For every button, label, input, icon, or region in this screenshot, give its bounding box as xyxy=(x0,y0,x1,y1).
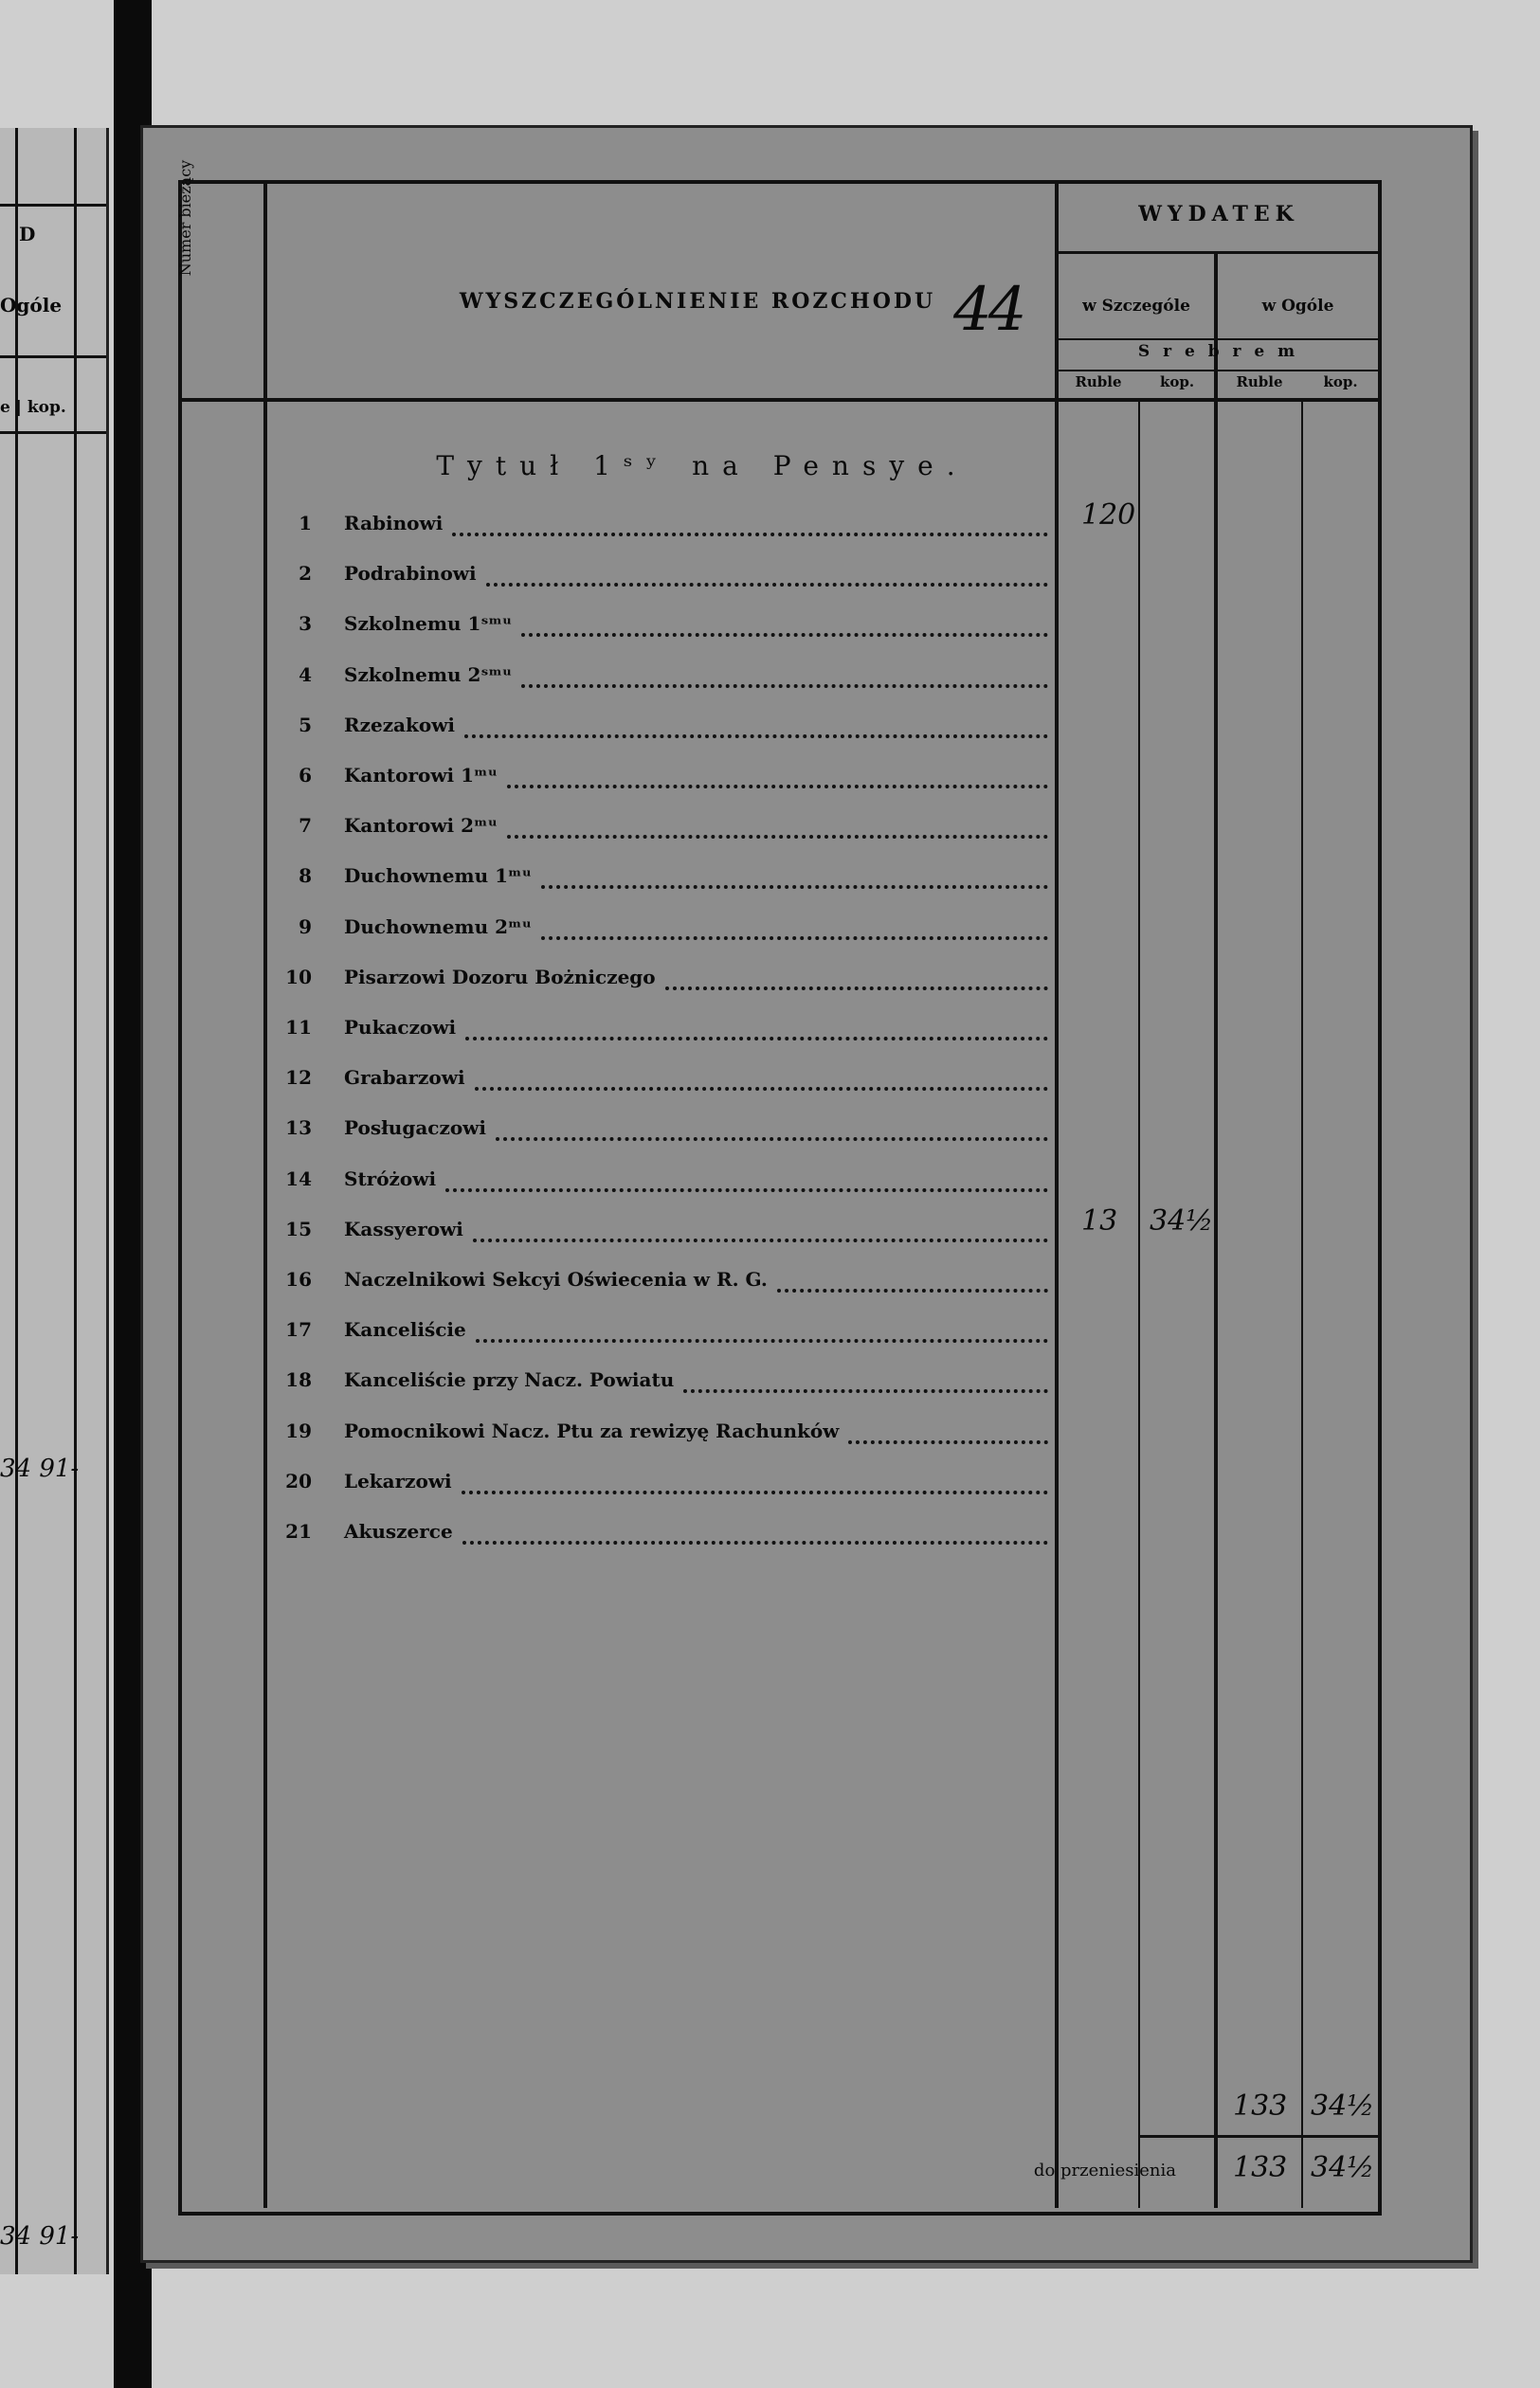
leader-dots xyxy=(777,1270,1048,1293)
row-label: Rabinowi xyxy=(344,512,444,534)
leader-dots xyxy=(473,1220,1048,1242)
header-rule xyxy=(1055,338,1378,340)
ledger-row xyxy=(143,1258,1375,1306)
left-page-value: 34 91- xyxy=(0,2222,80,2251)
row-number: 12 xyxy=(285,1066,312,1090)
leader-dots xyxy=(452,514,1048,536)
row-label: Duchownemu 2ᵐᵘ xyxy=(344,914,532,938)
row-number: 18 xyxy=(285,1368,312,1392)
row-label: Lekarzowi xyxy=(344,1469,452,1492)
ledger-row xyxy=(143,1511,1375,1558)
leader-dots xyxy=(486,564,1048,587)
ledger-row xyxy=(143,1410,1375,1457)
row-label: Kanceliście przy Nacz. Powiatu xyxy=(344,1368,675,1392)
row-label: Posługaczowi xyxy=(344,1116,486,1140)
leader-dots xyxy=(445,1169,1048,1192)
leader-dots xyxy=(475,1068,1048,1091)
ledger-row xyxy=(143,552,1375,600)
ledger-row xyxy=(143,1006,1375,1054)
row-label: Podrabinowi xyxy=(344,562,477,586)
w-szczegole-header: w Szczególe xyxy=(1082,297,1190,316)
row-label: Szkolnemu 1ˢᵐᵘ xyxy=(344,612,513,636)
row-ruble-value: 13 xyxy=(1081,1203,1118,1238)
ledger-row xyxy=(143,906,1375,953)
row-label: Kassyerowi xyxy=(344,1217,463,1240)
ledger-row xyxy=(143,498,1375,550)
ledger-row xyxy=(143,754,1375,802)
leader-dots xyxy=(541,917,1048,940)
row-number: 20 xyxy=(285,1469,312,1492)
ledger-row xyxy=(143,1460,1375,1508)
ledger-row xyxy=(143,1107,1375,1154)
ledger-row xyxy=(143,704,1375,751)
ruble-header: Ruble xyxy=(1236,373,1283,390)
row-number: 8 xyxy=(299,864,312,888)
ledger-page xyxy=(140,125,1473,2263)
ledger-row xyxy=(143,1309,1375,1356)
row-number: 17 xyxy=(285,1318,312,1342)
row-number: 13 xyxy=(285,1116,312,1140)
leader-dots xyxy=(665,968,1048,990)
header-bottom-rule xyxy=(178,398,1378,402)
leader-dots xyxy=(462,1522,1048,1545)
srebrem-header: S r e b r e m xyxy=(1137,342,1299,361)
kop-header: kop. xyxy=(1323,373,1358,390)
folio-number: 44 xyxy=(953,275,1024,345)
ledger-row xyxy=(143,1203,1375,1256)
row-label: Pukaczowi xyxy=(344,1016,457,1039)
leader-dots xyxy=(521,665,1048,688)
row-label: Kantorowi 2ᵐᵘ xyxy=(344,814,498,838)
leader-dots xyxy=(476,1320,1048,1343)
leader-dots xyxy=(507,766,1048,788)
ledger-row xyxy=(143,855,1375,902)
w-ogole-header: w Ogóle xyxy=(1261,297,1334,316)
left-page-header-letter: D xyxy=(19,223,36,245)
wydatek-header: WYDATEK xyxy=(1138,202,1299,226)
leader-dots xyxy=(465,1018,1048,1040)
row-number: 10 xyxy=(285,965,312,988)
leader-dots xyxy=(541,866,1048,889)
row-label: Duchownemu 1ᵐᵘ xyxy=(344,864,532,888)
ledger-row xyxy=(143,805,1375,852)
row-number: 3 xyxy=(299,612,312,636)
row-number: 21 xyxy=(285,1520,312,1543)
row-number: 1 xyxy=(299,512,312,534)
left-page-col-label: Ogóle xyxy=(0,294,63,317)
row-label: Stróżowi xyxy=(344,1167,437,1190)
row-number: 11 xyxy=(285,1016,312,1039)
row-number: 14 xyxy=(285,1167,312,1190)
row-label: Rzezakowi xyxy=(344,713,456,736)
row-label: Akuszerce xyxy=(344,1520,453,1543)
leader-dots xyxy=(507,816,1048,839)
ledger-row xyxy=(143,1057,1375,1104)
total-kop: 34½ xyxy=(1311,2090,1375,2123)
row-number: 6 xyxy=(299,764,312,787)
ledger-row xyxy=(143,1158,1375,1205)
row-label: Pomocnikowi Nacz. Ptu za rewizyę Rachunków xyxy=(344,1419,840,1442)
row-number: 2 xyxy=(299,562,312,586)
row-label: Kanceliście xyxy=(344,1318,466,1342)
row-label: Pisarzowi Dozoru Bożniczego xyxy=(344,965,656,988)
header-rule xyxy=(1055,370,1378,371)
ledger-row xyxy=(143,654,1375,701)
carry-ruble: 133 xyxy=(1233,2151,1288,2184)
leader-dots xyxy=(521,614,1048,637)
leader-dots xyxy=(464,715,1048,738)
header-rule xyxy=(1055,251,1378,254)
left-page-rule xyxy=(0,355,106,358)
left-page-rule xyxy=(74,128,77,2274)
row-number: 15 xyxy=(285,1217,312,1240)
left-page-rule xyxy=(0,204,106,207)
left-partial-page xyxy=(0,128,109,2274)
row-label: Naczelnikowi Sekcyi Oświecenia w R. G. xyxy=(344,1268,768,1291)
left-page-rule xyxy=(15,128,18,2274)
row-number: 19 xyxy=(285,1419,312,1442)
carry-forward-label: do przeniesienia xyxy=(1033,2161,1176,2180)
leader-dots xyxy=(683,1370,1048,1393)
leader-dots xyxy=(848,1421,1048,1444)
left-page-value: 34 91- xyxy=(0,1455,80,1483)
section-title: Tytuł 1ˢʸ na Pensye. xyxy=(436,450,969,481)
row-number-column-label: Numer bieżący xyxy=(176,159,194,277)
ledger-row xyxy=(143,603,1375,650)
left-page-units: e | kop. xyxy=(0,398,66,417)
page-title: WYSZCZEGÓLNIENIE ROZCHODU xyxy=(459,289,936,314)
total-rule xyxy=(1138,2135,1378,2138)
leader-dots xyxy=(462,1472,1048,1494)
row-number: 9 xyxy=(299,914,312,938)
row-label: Szkolnemu 2ˢᵐᵘ xyxy=(344,662,513,686)
total-ruble: 133 xyxy=(1233,2090,1288,2123)
row-number: 7 xyxy=(299,814,312,838)
row-kop-value: 34½ xyxy=(1150,1203,1214,1238)
row-number: 5 xyxy=(299,713,312,736)
ledger-row xyxy=(143,956,1375,1004)
carry-kop: 34½ xyxy=(1311,2151,1375,2184)
row-number: 4 xyxy=(299,662,312,686)
leader-dots xyxy=(496,1118,1048,1141)
left-page-rule xyxy=(0,431,106,434)
row-label: Grabarzowi xyxy=(344,1066,465,1090)
row-label: Kantorowi 1ᵐᵘ xyxy=(344,764,498,787)
ledger-row xyxy=(143,1359,1375,1406)
row-number: 16 xyxy=(285,1268,312,1291)
ruble-header: Ruble xyxy=(1075,373,1122,390)
kop-header: kop. xyxy=(1159,373,1195,390)
row-ruble-value: 120 xyxy=(1081,498,1136,532)
